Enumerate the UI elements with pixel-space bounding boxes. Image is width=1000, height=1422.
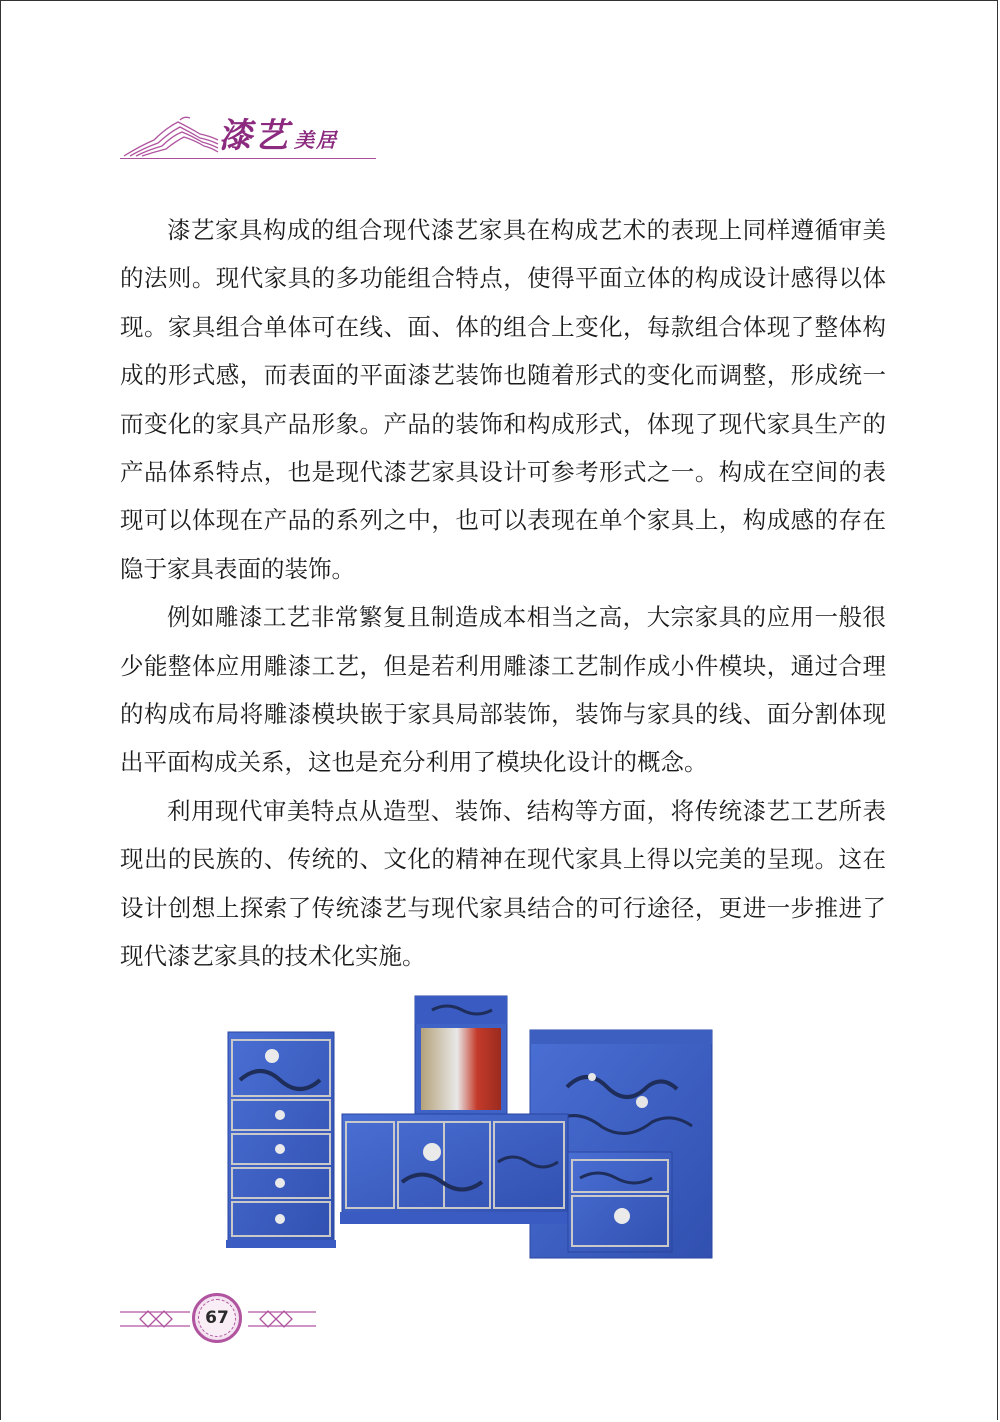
body-text — [120, 206, 886, 981]
paragraph-1: 漆艺家具构成的组合现代漆艺家具在构成艺术的表现上同样遵循审美的法则。现代家具的多功能组合特点，使得平面立体的构成设计感得以体现。家具组合单体可在线、面、体的组合上变化，每款组合体现了整体构成的形式感，而表面的平面漆艺装饰也随着形式的变化而调整，形成统一而变化的家具产品形象。产品的装饰和构成形式，体现了现代家具生产的产品体系特点，也是现代漆艺家具设计可参考形式之一。构成在空间的表现可以体现在产品的系列之中，也可以表现在单个家具上，构成感的存在隐于家具表面的装饰。 — [120, 216, 886, 583]
paragraph-3: 利用现代审美特点从造型、装饰、结构等方面，将传统漆艺工艺所表现出的民族的、传统的、文化的精神在现代家具上得以完美的呈现。这在设计创想上探索了传统漆艺与现代家具结合的可行途径，更进一步推进了现代漆艺家具的技术化实施。 — [120, 796, 886, 971]
page-number-badge-inner — [198, 1299, 236, 1337]
header-logo — [120, 100, 380, 162]
header-title-sub: 美居 — [294, 128, 338, 152]
header-title — [218, 108, 338, 157]
footer-ornament — [120, 1290, 320, 1350]
dresser — [340, 1114, 570, 1224]
header-title-main: 漆艺 — [218, 116, 290, 156]
paragraph-2: 例如雕漆工艺非常繁复且制造成本相当之高，大宗家具的应用一般很少能整体应用雕漆工艺，但是若利用雕漆工艺制作成小件模块，通过合理的构成布局将雕漆模块嵌于家具局部装饰，装饰与家具的线、面分割体现出平面构成关系，这也是充分利用了模块化设计的概念。 — [120, 603, 886, 777]
page-number: 67 — [205, 1308, 229, 1328]
tall-chest — [226, 1032, 336, 1248]
header-rule — [120, 158, 376, 159]
page-number-badge — [192, 1293, 242, 1343]
nightstand — [568, 1152, 672, 1252]
lacquer-furniture-illustration — [222, 992, 718, 1270]
dresser-mirror — [415, 996, 507, 1114]
furniture-photo — [222, 992, 718, 1270]
